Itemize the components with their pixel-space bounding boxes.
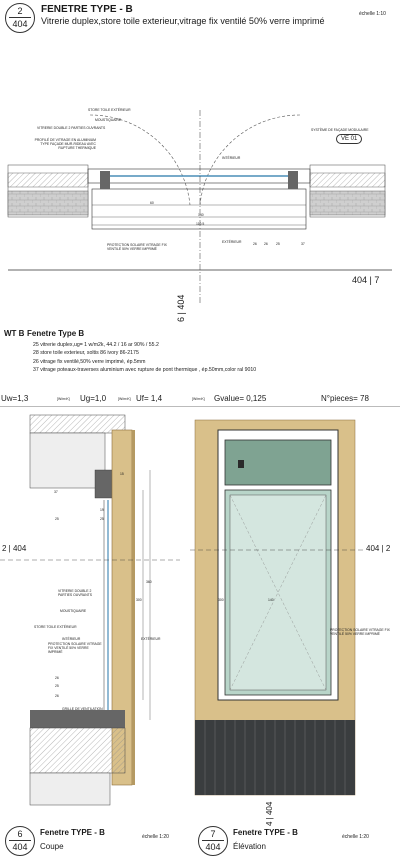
elevation-cut-tag-right: 404 | 2: [366, 544, 391, 553]
footer-scale-elevation: échelle 1:20: [342, 834, 369, 840]
wt-items: [33, 341, 256, 375]
plan-dim-110: 110.5: [196, 222, 205, 226]
detail-scale: échelle 1:10: [359, 11, 386, 17]
wt-title: Fenetre Type B: [27, 329, 85, 338]
wt-code: WT B: [4, 329, 25, 338]
divider: [0, 406, 400, 407]
plan-dim-26a: 26: [253, 242, 257, 246]
section-label-mosquito: MOUSTIQUAIRE: [60, 609, 87, 613]
plan-dim-26b: 26: [264, 242, 268, 246]
wt-item: 37 vitrage poteaux-traverses aluminium avec rupture de pont thermique , ép.50mm,color ral 9010: [33, 367, 257, 374]
plan-label-mosquito: MOUSTIQUAIRE: [95, 118, 122, 122]
section-dim-26a: 26: [55, 676, 59, 680]
plan-label-glazing: VITRERIE DOUBLE 2 PARTIES OUVRANTS: [37, 126, 106, 130]
footer-scale-coupe: échelle 1:20: [142, 834, 169, 840]
plan-interior-label: INTÉRIEUR: [222, 156, 241, 160]
value-uf: Uf= 1,4: [136, 394, 163, 403]
section-dim-25c: 25: [55, 684, 59, 688]
value-unit-3: [W/m²K]: [192, 397, 205, 401]
section-dim-37: 37: [54, 490, 58, 494]
section-dim-26b: 26: [55, 694, 59, 698]
section-label-store: STORE TOILE EXTÉRIEUR: [34, 625, 77, 629]
wt-item: 26 vitrage fix ventilé,50% verre imprimé, ép.5mm: [33, 358, 146, 365]
section-dim-25b: 25: [55, 517, 59, 521]
section-dim-15: 15: [120, 472, 124, 476]
detail-title: FENETRE TYPE - B: [41, 4, 133, 15]
section-dim-360: 360: [146, 580, 152, 584]
section-dim-25a: 25: [100, 517, 104, 521]
elevation-drawing: [190, 410, 365, 810]
door-swing-right: [200, 115, 300, 205]
plan-label-facade: SYSTÈME DE FAÇADE MODULAIRE: [311, 128, 369, 132]
section-dim-19: 19: [100, 508, 104, 512]
section-exterior: EXTÉRIEUR: [141, 637, 161, 641]
footer-tag-coupe: 6 404: [5, 826, 35, 856]
section-cut-tag-left: 2 | 404: [2, 544, 27, 553]
section-cut-tag-6: 6 | 404: [176, 294, 186, 322]
plan-dim-37: 37: [301, 242, 305, 246]
footer-title-elevation: Fenetre TYPE - B: [233, 828, 298, 837]
section-interior: INTÉRIEUR: [62, 637, 81, 641]
plan-dim-140: 140: [198, 213, 204, 217]
elevation-label-protection: PROTECTION SOLAIRE VITRAGE FIX VENTILÉ 50% VERRE IMPRIMÉ: [330, 628, 390, 637]
wt-item: 28 store toile exterieur, soltis 86 ivory 86-2175: [33, 350, 139, 357]
plan-exterior-label: EXTÉRIEUR: [222, 240, 242, 244]
section-cut-tag-7: 404 | 7: [352, 275, 380, 285]
footer-caption-coupe: Coupe: [40, 842, 64, 851]
footer-title-coupe: Fenetre TYPE - B: [40, 828, 105, 837]
plan-label-ve01: VE 01: [336, 134, 362, 144]
detail-tag: 2 404: [5, 3, 35, 33]
plan-dim-25: 25: [276, 242, 280, 246]
section-label-glazing: VITRERIE DOUBLE 2 PARTIES OUVRANTS: [58, 589, 92, 598]
elevation-dim-140: 140: [268, 598, 274, 602]
plan-label-profile: PROFILÉ DE VITRAGE EN ALUMINIUM TYPE FAÇADE MUR-RIDEAU AVEC RUPTURE THERMIQUE: [34, 138, 96, 151]
elevation-cut-tag-bottom: 4 | 404: [265, 801, 274, 826]
plan-label-store: STORE TOILE EXTÉRIEUR: [88, 108, 131, 112]
value-uw: Uw=1,3: [1, 394, 29, 403]
wt-item: 25 vitrerie duplex,ug= 1 w/m2k, 44.2 / 16 ar 90% / 55.2: [33, 342, 159, 348]
value-unit-1: [W/m²K]: [57, 397, 70, 401]
value-g: Gvalue= 0,125: [214, 394, 267, 403]
section-label-ventilation: GRILLE DE VENTILATION: [62, 707, 103, 711]
section-label-protection: PROTECTION SOLAIRE VITRAGE FIX VENTILÉ 50% VERRE IMPRIMÉ: [48, 642, 102, 655]
value-pieces: N°pieces= 78: [321, 394, 369, 403]
plan-label-protection: PROTECTION SOLAIRE VITRAGE FIX VENTILÉ 50% VERRE IMPRIMÉ: [107, 243, 167, 252]
footer-caption-elevation: Élévation: [233, 842, 266, 851]
plan-dim-60: 60: [150, 201, 154, 205]
detail-subtitle: Vitrerie duplex,store toile exterieur,vitrage fix ventilé 50% verre imprimé: [41, 16, 325, 26]
section-dim-300: 300: [136, 598, 142, 602]
footer-tag-elevation: 7 404: [198, 826, 228, 856]
value-unit-2: [W/m²K]: [118, 397, 131, 401]
value-ug: Ug=1,0: [80, 394, 107, 403]
elevation-dim-300: 300: [218, 598, 224, 602]
